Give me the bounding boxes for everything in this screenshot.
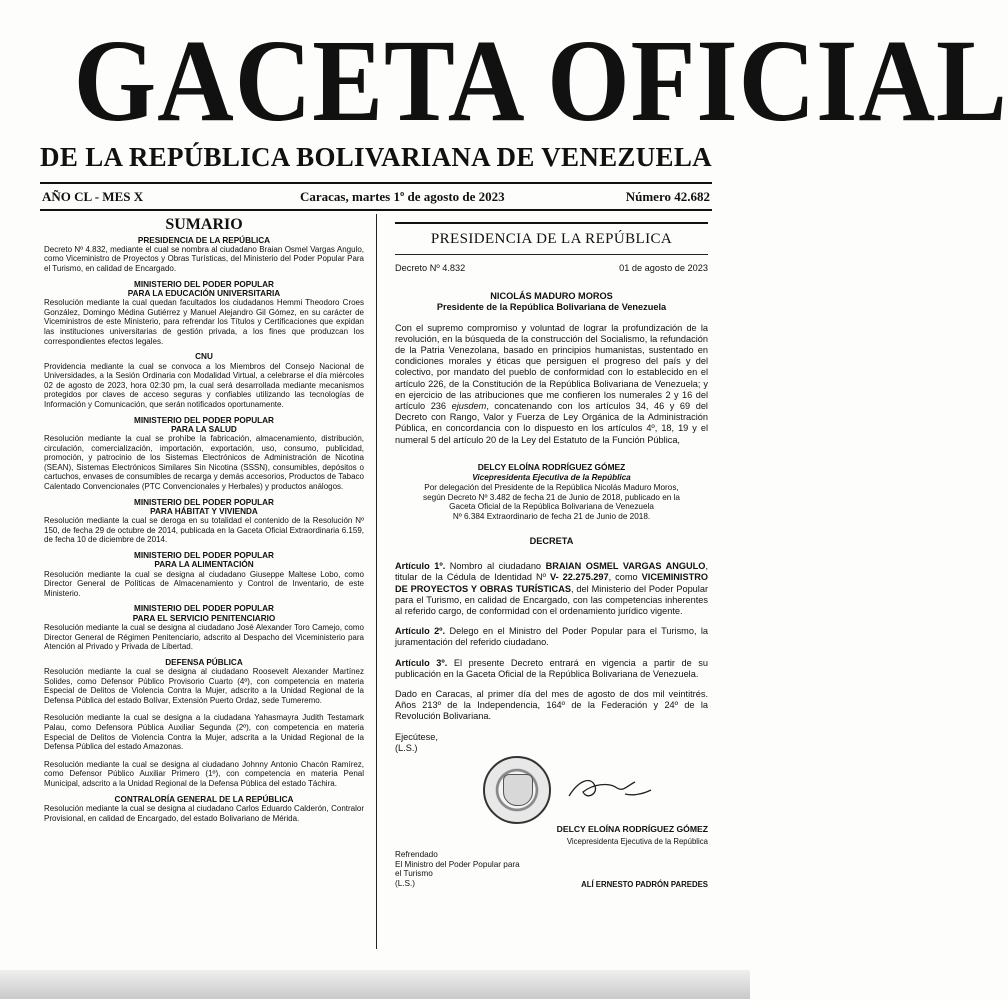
delegation-line-3: Gaceta Oficial de la República Bolivariana de Venezuela bbox=[449, 502, 654, 512]
vp-title: Vicepresidenta Ejecutiva de la República bbox=[472, 473, 631, 483]
coat-of-arms-seal bbox=[483, 756, 551, 824]
article-2 bbox=[395, 626, 708, 648]
ejecutese-label: Ejecútese, bbox=[395, 731, 438, 742]
sumario-section-heading: PARA LA ALIMENTACIÓN bbox=[154, 560, 254, 570]
article-3-text: El presente Decreto entrará en vigencia a partir de su publicación en la Gaceta Oficial de la República Bolivariana de Venezuela. bbox=[395, 657, 709, 679]
sumario-column bbox=[44, 218, 364, 946]
sumario-entry: Resolución mediante la cual se designa al ciudadano Roosevelt Alexander Martínez Solides, como Defensor Público Provisorio Cuarto (4º), con competencia en materia Especial de Delitos de Violencia Contra la Mujer, adscrito a la Unidad Regional de la Defensa Pública del estado Bolívar, Extensión Puerto Ordaz, sede Tumeremo. bbox=[44, 667, 364, 705]
sumario-section-heading: DEFENSA PÚBLICA bbox=[165, 657, 243, 667]
sumario-entry: Providencia mediante la cual se convoca a los Miembros del Consejo Nacional de Universidades, a la Sesión Ordinaria con Modalidad Virtual, a celebrarse el día miércoles 02 de agosto de 2023, hora 02:30 pm, la cual será desarrollada mediante mecanismos protegidos por claves de acceso seguras y confiables utilizando las tecnologías de Información y Comunicación, que serán notificados oportunamente. bbox=[44, 361, 364, 409]
gazette-title: GACETA OFICIAL bbox=[73, 15, 1008, 146]
header-rule-top bbox=[40, 182, 712, 184]
president-title: Presidente de la República Bolivariana de Venezuela bbox=[436, 302, 667, 313]
vp-name: DELCY ELOÍNA RODRÍGUEZ GÓMEZ bbox=[477, 461, 626, 472]
sumario-entry: Decreto Nº 4.832, mediante el cual se nombra al ciudadano Braian Osmel Vargas Angulo, como Viceministro de Proyectos y Obras Turísticas, del Ministerio del Poder Popular Para el Turismo, en calidad de Encargado. bbox=[44, 244, 364, 274]
ls-label: (L.S.) bbox=[395, 742, 418, 753]
article-1-label: Artículo 1º. bbox=[395, 561, 446, 572]
sumario-section-heading: CONTRALORÍA GENERAL DE LA REPÚBLICA bbox=[114, 794, 294, 804]
decreta-heading: DECRETA bbox=[529, 536, 574, 547]
article-1-text-d: , del Ministerio del Poder Popular para el Turismo, en calidad de Encargado, con las competencias inherentes al referido cargo, de conformidad con el ordenamiento jurídico vigente. bbox=[395, 583, 709, 617]
sumario-section-heading: PARA LA SALUD bbox=[171, 424, 237, 434]
signatory-name: DELCY ELOÍNA RODRÍGUEZ GÓMEZ bbox=[556, 824, 708, 835]
article-1-name: BRAIAN OSMEL VARGAS ANGULO bbox=[545, 561, 706, 572]
decree-number-row bbox=[395, 263, 708, 275]
delegation-line-1: Por delegación del Presidente de la República Nicolás Maduro Moros, bbox=[424, 482, 679, 492]
sumario-section-heading: PARA LA EDUCACIÓN UNIVERSITARIA bbox=[127, 288, 281, 298]
sumario-title: SUMARIO bbox=[165, 216, 243, 233]
header-rule-bottom bbox=[40, 209, 712, 211]
decree-top-rule bbox=[395, 222, 708, 224]
delegation-line-4: Nº 6.384 Extraordinario de fecha 21 de Junio de 2018. bbox=[452, 512, 651, 522]
seal-shield-icon bbox=[503, 774, 533, 806]
decree-given: Dado en Caracas, al primer día del mes de agosto de dos mil veintitrés. Años 213º de la Independencia, 164º de la Federación y 24º de la Revolución Bolivariana. bbox=[395, 689, 708, 722]
sumario-section-heading: PRESIDENCIA DE LA REPÚBLICA bbox=[137, 235, 271, 245]
article-1 bbox=[395, 561, 708, 617]
preamble-emphasis: ejusdem bbox=[451, 401, 487, 412]
article-1-id: V- 22.275.297 bbox=[549, 572, 609, 583]
sumario-entry: Resolución mediante la cual se designa al ciudadano José Alexander Toro Camejo, como Director General de Régimen Penitenciario, adscrito al Despacho del Viceministerio para Atención al Privado y Privada de Libertad. bbox=[44, 623, 364, 652]
article-3-label: Artículo 3º. bbox=[395, 657, 448, 668]
article-2-label: Artículo 2º. bbox=[395, 626, 446, 637]
refrendado-label: Refrendado bbox=[395, 850, 438, 860]
sumario-sections bbox=[44, 236, 364, 824]
ls2-label: (L.S.) bbox=[395, 878, 416, 888]
article-2-text: Delego en el Ministro del Poder Popular para el Turismo, la juramentación del referido ciudadano. bbox=[395, 626, 708, 648]
decree-section-rule bbox=[395, 254, 708, 255]
signature-area bbox=[395, 754, 708, 884]
decree-column bbox=[395, 220, 708, 950]
sumario-section-heading: MINISTERIO DEL PODER POPULAR bbox=[134, 415, 274, 425]
sumario-section-heading: CNU bbox=[195, 352, 213, 362]
article-1-post: VICEMINISTRO DE PROYECTOS Y OBRAS TURÍSTICAS bbox=[395, 572, 708, 594]
masthead bbox=[40, 15, 1008, 172]
decree-date: 01 de agosto de 2023 bbox=[619, 263, 708, 274]
sumario-entry: Resolución mediante la cual quedan facultados los ciudadanos Hemmi Theodoro Croes González, Domingo Médina Gutiérrez y Manuel Alejandro Gil Gómez, en su carácter de Viceministros de este Ministerio, para refrendar los Títulos y Certificaciones que expidan las instituciones universitarias de gestión privada, a los fines que produzcan los correspondientes efectos legales. bbox=[44, 298, 364, 346]
decree-section-heading: PRESIDENCIA DE LA REPÚBLICA bbox=[430, 231, 673, 247]
decree-preamble bbox=[395, 323, 708, 446]
decree-number: Decreto Nº 4.832 bbox=[395, 263, 466, 274]
issue-place-date: Caracas, martes 1º de agosto de 2023 bbox=[300, 189, 505, 204]
page-bottom-edge bbox=[0, 970, 750, 999]
sumario-section-heading: MINISTERIO DEL PODER POPULAR bbox=[134, 551, 274, 561]
president-name: NICOLÁS MADURO MOROS bbox=[490, 291, 613, 302]
article-1-text-b: , titular de la Cédula de Identidad Nº bbox=[395, 561, 708, 583]
sumario-entry: Resolución mediante la cual se designa al ciudadano Giuseppe Maltese Lobo, como Director General de Políticas de Almacenamiento y Control de Inventario, de este Ministerio. bbox=[44, 569, 364, 598]
sumario-entry: Resolución mediante la cual se designa al ciudadano Johnny Antonio Chacón Ramírez, como Defensor Público Auxiliar Primero (1º), con competencia en materia Penal Municipal, adscrito a la Unidad Regional de la Defensa Pública del estado Táchira. bbox=[44, 759, 364, 789]
delegation-line-2: según Decreto Nº 3.482 de fecha 21 de Junio de 2018, publicado en la bbox=[423, 492, 680, 502]
sumario-section-heading: MINISTERIO DEL PODER POPULAR bbox=[134, 604, 274, 614]
issue-year-month: AÑO CL - MES X bbox=[42, 189, 144, 204]
minister-line-1: El Ministro del Poder Popular para bbox=[395, 859, 520, 869]
sumario-entry: Resolución mediante la cual se prohíbe la fabricación, almacenamiento, distribución, circulación, comercialización, importación, exportación, uso, consumo, publicidad, promoción, y patrocinio de los Sistemas Electrónicos de Administración de Nicotina (SEAN), Sistemas Electrónicos Similares Sin Nicotina (SSSN), consumibles, depósitos o cartuchos, envases de consumibles de recarga y demás accesorios, Productos de Tabaco Calentado Convencionales (PTC Convencionales y Herbales) y productos análogos. bbox=[44, 434, 364, 492]
sumario-entry: Resolución mediante la cual se designa a la ciudadana Yahasmayra Judith Testamark Palau, como Defensora Pública Auxiliar Segunda (2º), con competencia en materia Especial de Delitos de Violencia Contra la Mujer, adscrita a la Unidad Regional de la Defensa Pública del estado Amazonas. bbox=[44, 713, 364, 752]
sumario-section-heading: PARA EL SERVICIO PENITENCIARIO bbox=[132, 613, 276, 623]
handwritten-signature bbox=[565, 766, 655, 806]
sumario-section-heading: MINISTERIO DEL PODER POPULAR bbox=[134, 279, 274, 289]
issue-number: Número 42.682 bbox=[625, 189, 710, 204]
sumario-section-heading: PARA HÁBITAT Y VIVIENDA bbox=[150, 506, 258, 516]
minister-name: ALÍ ERNESTO PADRÓN PAREDES bbox=[581, 880, 708, 890]
gazette-subtitle: DE LA REPÚBLICA BOLIVARIANA DE VENEZUELA bbox=[40, 142, 712, 172]
article-1-text-c: , como bbox=[608, 572, 642, 583]
sumario-entry: Resolución mediante la cual se deroga en su totalidad el contenido de la Resolución Nº 150, de fecha 29 de octubre de 2014, publicada en la Gaceta Oficial Extraordinaria 6.159, de fecha 10 de diciembre de 2014. bbox=[44, 516, 364, 545]
article-3 bbox=[395, 658, 708, 680]
issue-line bbox=[42, 187, 710, 207]
article-1-text-a: Nombro al ciudadano bbox=[445, 561, 546, 572]
preamble-part-a: Con el supremo compromiso y voluntad de lograr la profundización de la revolución, en la búsqueda de la construcción del Socialismo, la refundación de la Patria Venezolana, basado en principios humanistas, sustentado en condiciones morales y éticas que persiguen el progreso del país y del colectivo, por mandato del pueblo de conformidad con lo establecido en el artículo 226, de la Constitución de la República Bolivariana de Venezuela; y en ejercicio de las atribuciones que me confieren los numerales 2 y 16 del artículo 236 bbox=[395, 322, 708, 412]
sumario-section-heading: MINISTERIO DEL PODER POPULAR bbox=[134, 497, 274, 507]
minister-line-2: el Turismo bbox=[395, 869, 433, 879]
signatory-title: Vicepresidenta Ejecutiva de la República bbox=[566, 837, 708, 847]
column-divider bbox=[376, 214, 377, 949]
sumario-entry: Resolución mediante la cual se designa al ciudadano Carlos Eduardo Calderón, Contralor Provisional, en calidad de Encargado, del estado Bolivariano de Mérida. bbox=[44, 803, 364, 823]
preamble-part-b: , concatenando con los artículos 34, 46 y 69 del Decreto con Rango, Valor y Fuerza de Ley Orgánica de la Administración Pública, en concordancia con lo dispuesto en los artículos 4º, 18, 19 y el numeral 5 del artículo 20 de la Ley del Estatuto de la Función Pública, bbox=[395, 401, 708, 445]
